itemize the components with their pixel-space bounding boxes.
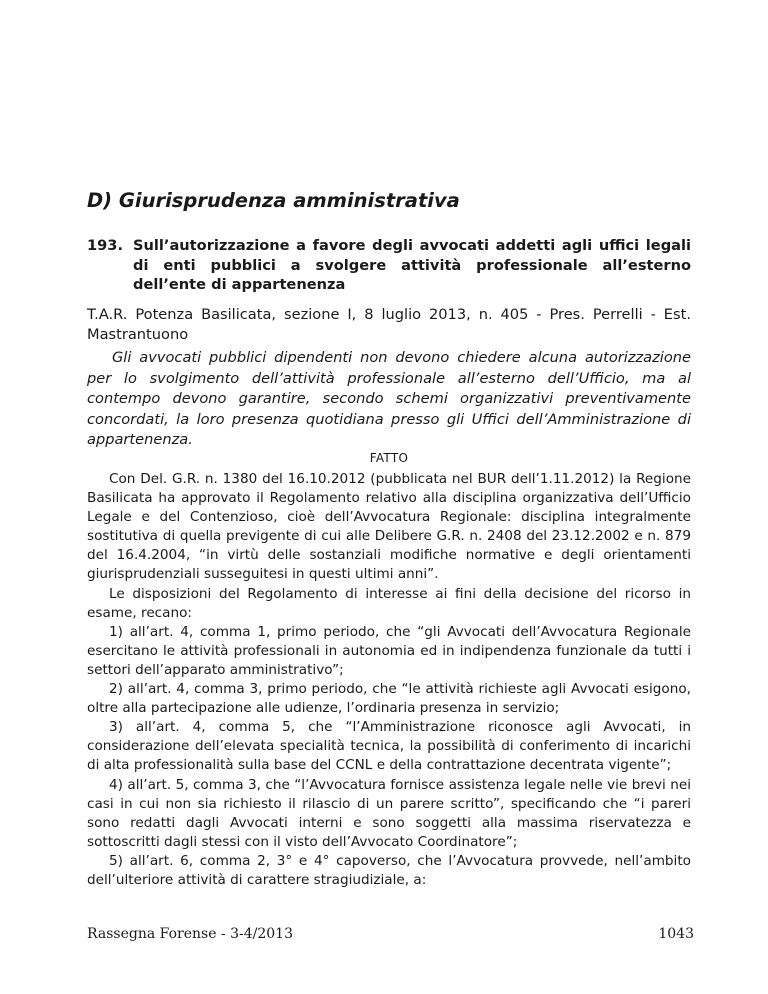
section-title: D) Giurisprudenza amministrativa [87, 189, 460, 212]
list-item: 2) all’art. 4, comma 3, primo periodo, che “le attività richieste agli Avvocati esigono, oltre alla partecipazione alle udienze, l’ordinaria presenza in servizio; [87, 681, 691, 717]
page-number: 1043 [658, 926, 694, 942]
fatto-heading: FATTO [369, 451, 409, 465]
case-number: 193. [87, 237, 124, 254]
list-item: 3) all’art. 4, comma 5, che “l’Amministrazione riconosce agli Avvocati, in considerazione dell’elevata specialità tecnica, la possibilità di conferimento di incarichi di alta professionalità sulla base del CCNL e della contrattazione decentrata vigente”; [87, 719, 691, 774]
case-summary: Gli avvocati pubblici dipendenti non devono chiedere alcuna autorizzazione per lo svolgimento dell’attività professionale all’esterno dell’Ufficio, ma al contempo devono garantire, secondo schemi organizzativi preventivamente concordati, la loro presenza quotidiana presso gli Uffici dell’Amministrazione di appartenenza. [87, 349, 691, 448]
list-item: 1) all’art. 4, comma 1, primo periodo, che “gli Avvocati dell’Avvocatura Regionale esercitano le attività professionali in autonomia ed in indipendenza funzionale da tutti i settori dell’apparato amministrativo”; [87, 623, 691, 678]
paragraph: Le disposizioni del Regolamento di interesse ai fini della decisione del ricorso in esame, recano: [87, 585, 691, 621]
court-reference: T.A.R. Potenza Basilicata, sezione I, 8 luglio 2013, n. 405 - Pres. Perrelli - Est. Mastrantuono [87, 306, 691, 343]
list-item: 4) all’art. 5, comma 3, che “l’Avvocatura fornisce assistenza legale nelle vie brevi nei casi in cui non sia richiesto il rilascio di un parere scritto”, specificando che “i pareri sono redatti dagli Avvocati interni e sono soggetti alla massima riservatezza e sottoscritti dagli stessi con il visto dell’Avvocato Coordinatore”; [87, 776, 691, 850]
case-title: Sull’autorizzazione a favore degli avvocati addetti agli uffici legali di enti pubblici a svolgere attività professionale all’esterno dell’ente di appartenenza [133, 237, 691, 293]
list-item: 5) all’art. 6, comma 2, 3° e 4° capoverso, che l’Avvocatura provvede, nell’ambito dell’ulteriore attività di carattere stragiudiziale, a: [87, 852, 691, 888]
case-heading [87, 236, 691, 295]
body-text [87, 470, 691, 890]
footer-publication: Rassegna Forense - 3-4/2013 [87, 926, 294, 942]
paragraph: Con Del. G.R. n. 1380 del 16.10.2012 (pubblicata nel BUR dell’1.11.2012) la Regione Basilicata ha approvato il Regolamento relativo alla disciplina organizzativa dell’Ufficio Legale e del Contenzioso, cioè dell’Avvocatura Regionale: disciplina integralmente sostitutiva di quella previgente di cui alle Delibere G.R. n. 2408 del 23.12.2002 e n. 879 del 16.4.2004, “in virtù delle sostanziali modifiche normative e degli orientamenti giurisprudenziali susseguitesi in questi ultimi anni”. [87, 471, 691, 583]
document-page [75, 0, 694, 994]
